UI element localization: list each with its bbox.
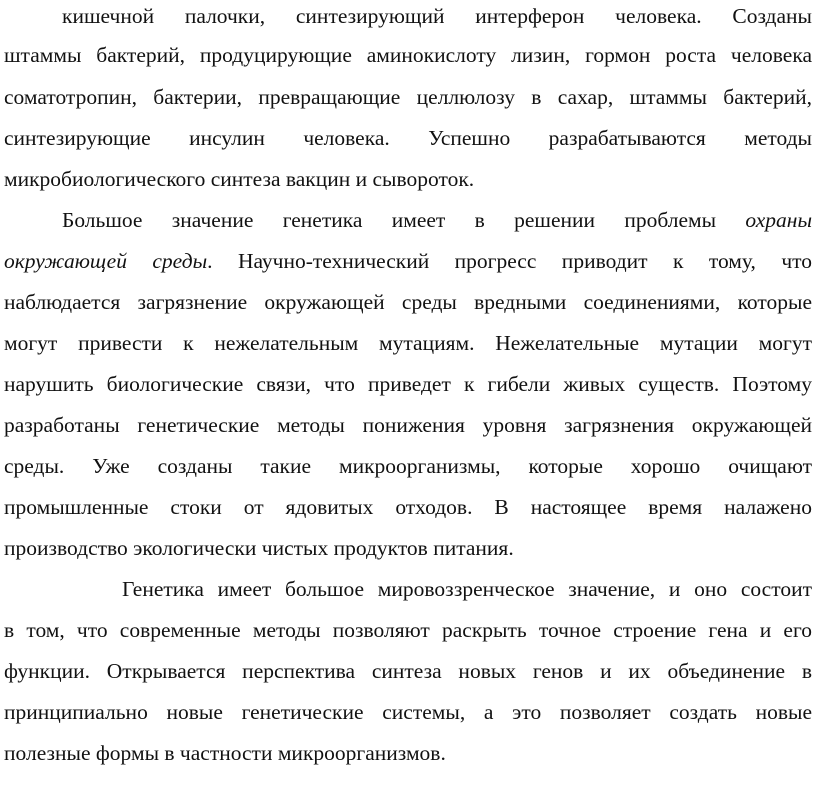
text-line	[62, 200, 812, 240]
text-line: кишечной палочки, синтезирующий интерферон человека. Созданы	[62, 4, 812, 28]
text-line: соматотропин, бактерии, превращающие целлюлозу в сахар, штаммы бактерий,	[4, 85, 812, 109]
text-line	[4, 241, 812, 281]
text-line: в том, что современные методы позволяют раскрыть точное строение гена и его	[4, 618, 812, 642]
document-page	[4, 0, 812, 808]
text-line: наблюдается загрязнение окружающей среды вредными соединениями, которые	[4, 290, 812, 314]
text-span: Большое значение генетика имеет в решении проблемы	[62, 208, 717, 232]
text-line: функции. Открывается перспектива синтеза новых генов и их объединение в	[4, 659, 812, 683]
text-line: штаммы бактерий, продуцирующие аминокислоту лизин, гормон роста человека	[4, 43, 812, 67]
text-line: Генетика имеет большое мировоззренческое значение, и оно состоит	[122, 577, 812, 601]
text-line: производство экологически чистых продуктов питания.	[4, 536, 514, 560]
text-line: микробиологического синтеза вакцин и сывороток.	[4, 167, 475, 191]
text-line: разработаны генетические методы понижения уровня загрязнения окружающей	[4, 413, 812, 437]
text-line: полезные формы в частности микроорганизмов.	[4, 741, 446, 765]
text-line: нарушить биологические связи, что приведет к гибели живых существ. Поэтому	[4, 372, 812, 396]
text-line: среды. Уже созданы такие микроорганизмы, которые хорошо очищают	[4, 454, 812, 478]
text-line: промышленные стоки от ядовитых отходов. В настоящее время налажено	[4, 495, 812, 519]
text-line: принципиально новые генетические системы, а это позволяет создать новые	[4, 700, 812, 724]
emphasis-text: охраны	[745, 208, 812, 232]
emphasis-text: окружающей среды	[4, 249, 208, 273]
text-span: . Научно-технический прогресс приводит к тому, что	[207, 249, 812, 273]
text-line: синтезирующие инсулин человека. Успешно разрабатываются методы	[4, 126, 812, 150]
text-line: могут привести к нежелательным мутациям. Нежелательные мутации могут	[4, 331, 812, 355]
